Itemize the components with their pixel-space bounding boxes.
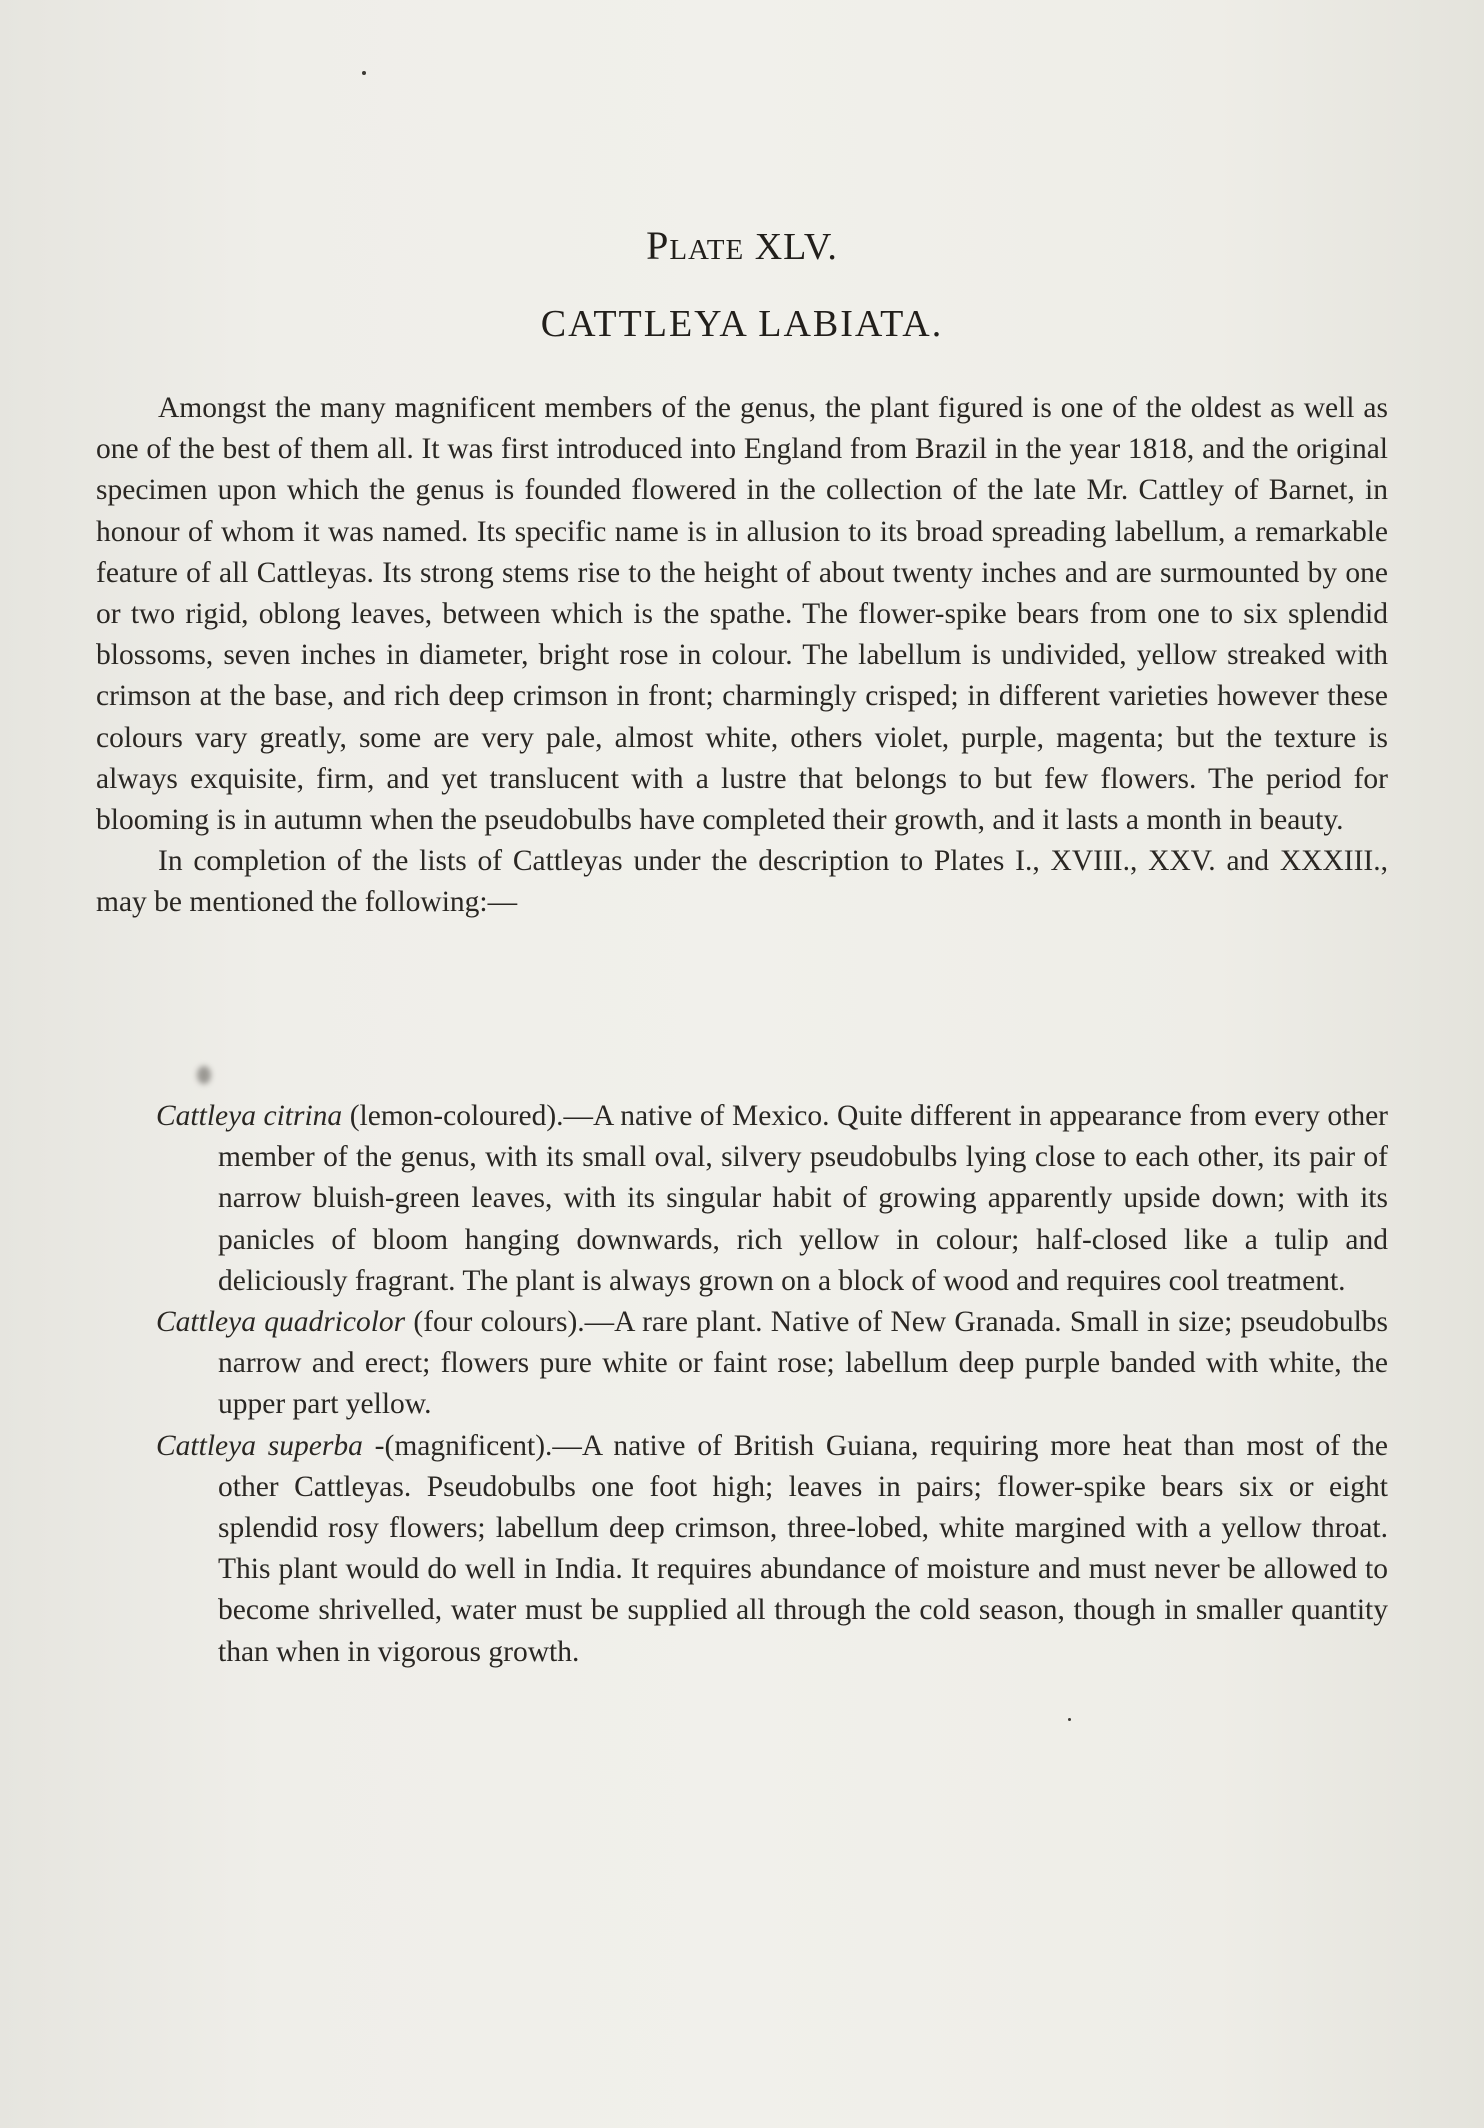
list-item: [156, 1096, 1388, 1302]
species-title: CATTLEYA LABIATA.: [540, 303, 944, 345]
species-name: Cattleya superba: [156, 1429, 363, 1462]
plate-number: XLV.: [754, 226, 838, 268]
plate-word-initial: P: [646, 223, 670, 268]
list-item: [156, 1302, 1388, 1426]
paper-speck: [1068, 1718, 1071, 1721]
paragraph-description: Amongst the many magnificent members of the genus, the plant figured is one of the oldest as well as one of the best of them all. It was first introduced into England from Brazil in the year 1818, and the original specimen upon which the genus is founded flowered in the collection of the late Mr. Cattley of Barnet, in honour of whom it was named. Its specific name is in allusion to its broad spreading labellum, a remarkable feature of all Cattleyas. Its strong stems rise to the height of about twenty inches and are surmounted by one or two rigid, oblong leaves, between which is the spathe. The flower-spike bears from one to six splendid blossoms, seven inches in diameter, bright rose in colour. The labellum is undivided, yellow streaked with crimson at the base, and rich deep crimson in front; charmingly crisped; in different varieties however these colours vary greatly, some are very pale, almost white, others violet, purple, magenta; but the texture is always exquisite, firm, and yet translucent with a lustre that belongs to but few flowers. The period for blooming is in autumn when the pseudobulbs have completed their growth, and it lasts a month in beauty.: [96, 392, 1388, 837]
species-name: Cattleya quadricolor: [156, 1306, 406, 1339]
species-description: (lemon-coloured).—A native of Mexico. Quite different in appearance from every other member of the genus, with its small oval, silvery pseudobulbs lying close to each other, its pair of narrow bluish-green leaves, with its singular habit of growing apparently upside down; with its panicles of bloom hanging downwards, rich yellow in colour; half-closed like a tulip and deliciously fragrant. The plant is always grown on a block of wood and requires cool treatment.: [218, 1100, 1388, 1297]
plate-title: [0, 222, 1484, 269]
paper-speck: [362, 71, 366, 75]
paper-speck: [197, 1066, 211, 1084]
species-name: Cattleya citrina: [156, 1100, 343, 1132]
list-item: [156, 1426, 1388, 1673]
plate-word-rest: LATE: [669, 234, 745, 266]
species-list: [156, 1096, 1388, 1673]
species-description: (four colours).—A rare plant. Native of New Granada. Small in size; pseudobulbs narrow and erect; flowers pure white or faint rose; labellum deep purple banded with white, the upper part yellow.: [218, 1306, 1389, 1421]
body-text: [96, 388, 1388, 924]
paragraph-intro-list: In completion of the lists of Cattleyas under the description to Plates I., XVIII., XXV. and XXXIII., may be mentioned the following:—: [96, 845, 1388, 919]
species-description: -(magnificent).—A native of British Guiana, requiring more heat than most of the other Cattleyas. Pseudobulbs one foot high; leaves in pairs; flower-spike bears six or eight splendid rosy flowers; labellum deep crimson, three-lobed, white margined with a yellow throat. This plant would do well in India. It requires abundance of moisture and must never be allowed to become shrivelled, water must be supplied all through the cold season, though in smaller quantity than when in vigorous growth.: [218, 1429, 1388, 1668]
